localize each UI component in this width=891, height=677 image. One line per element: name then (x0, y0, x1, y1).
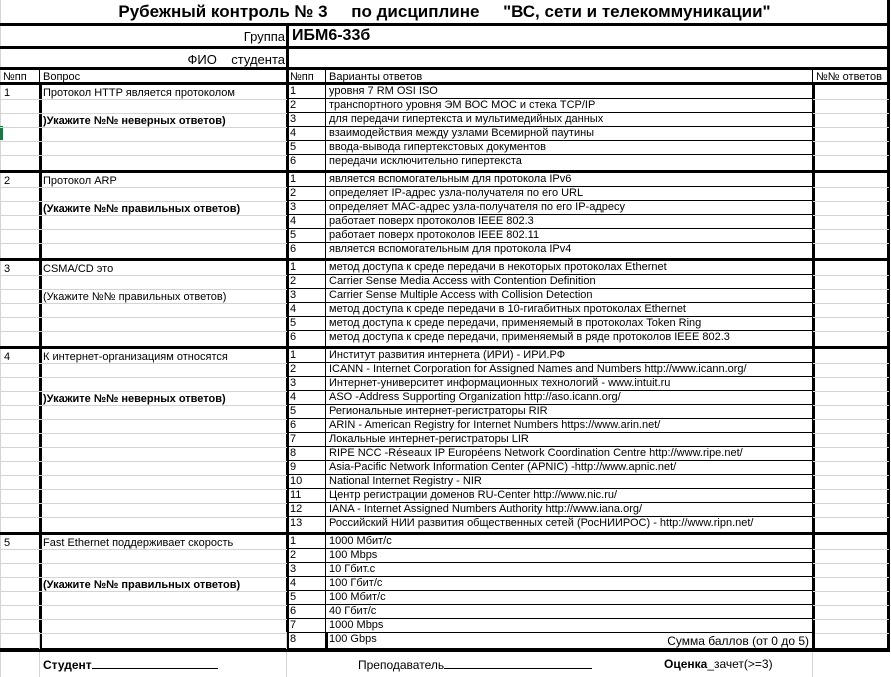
grade-label: Оценка (664, 657, 708, 671)
header-options: Варианты ответов (329, 71, 423, 83)
option-row (287, 605, 812, 619)
answer-cell[interactable] (816, 349, 886, 532)
option-number: 1 (290, 261, 297, 273)
option-number: 9 (290, 461, 297, 473)
question-number: 3 (4, 263, 11, 275)
option-row (287, 201, 812, 215)
option-number: 2 (290, 275, 297, 287)
option-text: является вспомогательным для протокола IPv4 (329, 243, 572, 255)
option-row (287, 127, 812, 141)
header-question: Вопрос (43, 71, 81, 83)
option-text: Локальные интернет-регистраторы LIR (329, 433, 529, 445)
question-instruction: (Укажите №№ правильных ответов) (43, 291, 227, 303)
option-row (287, 517, 812, 531)
option-number: 6 (290, 331, 297, 343)
option-number: 4 (290, 303, 297, 315)
teacher-signature-line (444, 656, 592, 669)
option-text: Российский НИИ развития общественных сетей (РосНИИРОС) - http://www.ripn.net/ (329, 517, 754, 529)
option-row (287, 187, 812, 201)
gridline (286, 652, 287, 677)
option-row (287, 391, 812, 405)
option-number: 1 (290, 85, 297, 97)
gridline (0, 517, 287, 518)
gridline (0, 619, 287, 620)
sum-label: Сумма баллов (от 0 до 5) (667, 634, 809, 648)
group-row (0, 26, 889, 49)
gridline (812, 652, 813, 677)
option-text: ASO -Address Supporting Organization http://aso.icann.org/ (329, 391, 621, 403)
question-text: CSMA/CD это (43, 263, 114, 275)
option-text: уровня 7 RM OSI ISO (329, 85, 438, 97)
sum-row (0, 632, 889, 652)
gridline (39, 652, 40, 677)
option-number: 3 (290, 289, 297, 301)
option-text: ввода-вывода гипертекстовых документов (329, 141, 546, 153)
option-row (287, 303, 812, 317)
option-number: 12 (290, 503, 303, 515)
option-number: 6 (290, 155, 297, 167)
option-text: работает поверх протоколов IEEE 802.3 (329, 215, 534, 227)
divider (325, 632, 328, 649)
header-num: №пп (3, 71, 27, 83)
option-row (287, 577, 812, 591)
option-row (287, 363, 812, 377)
option-row (287, 275, 812, 289)
option-row (287, 349, 812, 363)
option-row (287, 461, 812, 475)
divider (286, 49, 289, 67)
option-text: Региональные интернет-регистраторы RIR (329, 405, 548, 417)
gridline (0, 503, 287, 504)
answer-cell[interactable] (816, 261, 886, 346)
question-block (0, 85, 889, 173)
question-number: 2 (4, 175, 11, 187)
group-label: Группа (243, 29, 285, 44)
option-number: 2 (290, 549, 297, 561)
question-block (0, 173, 889, 261)
student-signature-line (92, 656, 218, 669)
option-row (287, 503, 812, 517)
option-row (287, 317, 812, 331)
question-number: 1 (4, 87, 11, 99)
option-number: 8 (290, 633, 297, 645)
option-number: 4 (290, 577, 297, 589)
question-text: Протокол HTTP является протоколом (43, 87, 235, 99)
option-text: 10 Гбит.с (329, 563, 376, 575)
option-number: 5 (290, 405, 297, 417)
option-row (287, 173, 812, 187)
option-number: 7 (290, 433, 297, 445)
option-row (287, 549, 812, 563)
question-number: 4 (4, 351, 11, 363)
header-option-num: №пп (290, 71, 314, 83)
question-number: 5 (4, 537, 11, 549)
option-row (287, 377, 812, 391)
option-text: 100 Gbps (329, 633, 377, 645)
option-row (287, 535, 812, 549)
option-number: 1 (290, 173, 297, 185)
gridline (0, 243, 287, 244)
option-text: 40 Гбит/с (329, 605, 377, 617)
question-text: К интернет-организациям относятся (43, 351, 228, 363)
option-number: 5 (290, 141, 297, 153)
option-row (287, 141, 812, 155)
question-instruction: (Укажите №№ правильных ответов) (43, 203, 241, 215)
option-number: 1 (290, 349, 297, 361)
option-number: 11 (290, 489, 302, 501)
question-instruction: )Укажите №№ неверных ответов) (43, 393, 226, 405)
page-title: Рубежный контроль № 3 по дисциплине "ВС, сети и телекоммуникации" (118, 2, 771, 21)
option-number: 4 (290, 127, 297, 139)
option-row (287, 85, 812, 99)
option-text: 1000 Mbps (329, 619, 384, 631)
option-row (287, 475, 812, 489)
option-number: 5 (290, 317, 297, 329)
option-row (287, 591, 812, 605)
student-signature[interactable] (43, 656, 218, 673)
gridline (0, 377, 287, 378)
option-row (287, 113, 812, 127)
option-number: 6 (290, 605, 297, 617)
divider (812, 69, 813, 82)
divider (39, 69, 40, 82)
option-text: работает поверх протоколов IEEE 802.11 (329, 229, 540, 241)
gridline (0, 433, 287, 434)
option-number: 8 (290, 447, 297, 459)
option-row (287, 99, 812, 113)
question-text: Протокол ARP (43, 175, 117, 187)
fio-label: ФИО студента (187, 52, 285, 67)
option-number: 7 (290, 619, 297, 631)
option-text: Asia-Pacific Network Information Center (APNIC) -http://www.apnic.net/ (329, 461, 677, 473)
option-row (287, 405, 812, 419)
option-number: 5 (290, 591, 297, 603)
answer-cell[interactable] (816, 85, 886, 170)
title-row (0, 0, 889, 26)
option-number: 6 (290, 243, 297, 255)
teacher-signature[interactable] (358, 656, 592, 673)
gridline (0, 605, 287, 606)
option-row (287, 243, 812, 257)
header-answers: №№ ответов (816, 71, 882, 83)
option-text: Центр регистрации доменов RU-Center http://www.nic.ru/ (329, 489, 618, 501)
option-text: взаимодействия между узлами Всемирной паутины (329, 127, 595, 139)
option-text: транспортного уровня ЭМ ВОС МОС и стека TCP/IP (329, 99, 596, 111)
option-number: 3 (290, 201, 297, 213)
option-text: Институт развития интернета (ИРИ) - ИРИ.РФ (329, 349, 566, 361)
gridline (0, 141, 287, 142)
option-text: Интернет-университет информационных технологий - www.intuit.ru (329, 377, 671, 389)
answer-cell[interactable] (816, 173, 886, 258)
gridline (0, 489, 287, 490)
option-row (287, 331, 812, 345)
option-number: 2 (290, 363, 297, 375)
option-text: 100 Мбит/с (329, 591, 386, 603)
option-number: 3 (290, 113, 297, 125)
option-text: Carrier Sense Media Access with Contention Definition (329, 275, 596, 287)
option-row (287, 155, 812, 169)
option-row (287, 619, 812, 633)
option-text: определяет MAC-адрес узла-получателя по его IP-адресу (329, 201, 625, 213)
option-text: National Internet Registry - NIR (329, 475, 482, 487)
option-row (287, 563, 812, 577)
gridline (0, 475, 287, 476)
divider (812, 632, 815, 649)
group-value[interactable]: ИБМ6-33б (292, 27, 371, 44)
option-number: 3 (290, 377, 297, 389)
option-text: ARIN - American Registry for Internet Numbers https://www.arin.net/ (329, 419, 661, 431)
option-text: метод доступа к среде передачи, применяемый в ряде протоколов IEEE 802.3 (329, 331, 730, 343)
option-number: 4 (290, 215, 297, 227)
gridline (0, 419, 287, 420)
fio-row (0, 49, 889, 70)
gridline (39, 632, 40, 649)
option-number: 2 (290, 99, 297, 111)
question-block (0, 261, 889, 349)
gridline (0, 461, 287, 462)
option-number: 5 (290, 229, 297, 241)
gridline (0, 563, 287, 564)
option-number: 2 (290, 187, 297, 199)
option-text: метод доступа к среде передачи в 10-гигабитных протоколах Ethernet (329, 303, 686, 315)
signature-row (0, 652, 889, 677)
option-row (287, 433, 812, 447)
question-block (0, 349, 889, 535)
grade-suffix: _зачет(>=3) (707, 657, 773, 671)
question-instruction: (Укажите №№ правильных ответов) (43, 579, 241, 591)
table-header (0, 69, 889, 85)
option-row (287, 229, 812, 243)
gridline (0, 155, 287, 156)
grade-field[interactable] (664, 656, 773, 672)
option-text: определяет IP-адрес узла-получателя по его URL (329, 187, 584, 199)
option-text: 100 Гбит/с (329, 577, 383, 589)
teacher-label: Преподаватель (358, 658, 445, 672)
question-instruction: )Укажите №№ неверных ответов) (43, 115, 226, 127)
option-number: 4 (290, 391, 297, 403)
option-row (287, 215, 812, 229)
question-text: Fast Ethernet поддерживает скорость (43, 537, 234, 549)
option-row (287, 447, 812, 461)
option-text: ICANN - Internet Corporation for Assigned Names and Numbers http://www.icann.org/ (329, 363, 747, 375)
option-number: 1 (290, 535, 297, 547)
option-text: передачи исключительно гипертекста (329, 155, 522, 167)
option-text: IANA - Internet Assigned Numbers Authority http://www.iana.org/ (329, 503, 643, 515)
option-number: 3 (290, 563, 297, 575)
sum-value-cell[interactable] (816, 634, 886, 648)
option-text: метод доступа к среде передачи в некоторых протоколах Ethernet (329, 261, 667, 273)
option-text: Carrier Sense Multiple Access with Collision Detection (329, 289, 593, 301)
option-row (287, 261, 812, 275)
option-text: метод доступа к среде передачи, применяемый в протоколах Token Ring (329, 317, 702, 329)
option-row (287, 289, 812, 303)
option-number: 13 (290, 517, 303, 529)
option-text: 100 Mbps (329, 549, 378, 561)
gridline (0, 447, 287, 448)
divider (325, 69, 326, 82)
option-row (287, 419, 812, 433)
student-label: Студент (43, 658, 92, 672)
option-number: 6 (290, 419, 297, 431)
option-number: 10 (290, 475, 303, 487)
gridline (0, 317, 287, 318)
option-text: 1000 Мбит/с (329, 535, 392, 547)
option-row (287, 489, 812, 503)
divider (286, 69, 289, 82)
gridline (0, 229, 287, 230)
gridline (286, 632, 287, 649)
option-text: для передачи гипертекста и мультимедийных данных (329, 113, 604, 125)
option-text: является вспомогательным для протокола IPv6 (329, 173, 572, 185)
option-text: RIPE NCC -Réseaux IP Européens Network Coordination Centre http://www.ripe.net/ (329, 447, 743, 459)
gridline (0, 331, 287, 332)
divider (286, 26, 289, 46)
